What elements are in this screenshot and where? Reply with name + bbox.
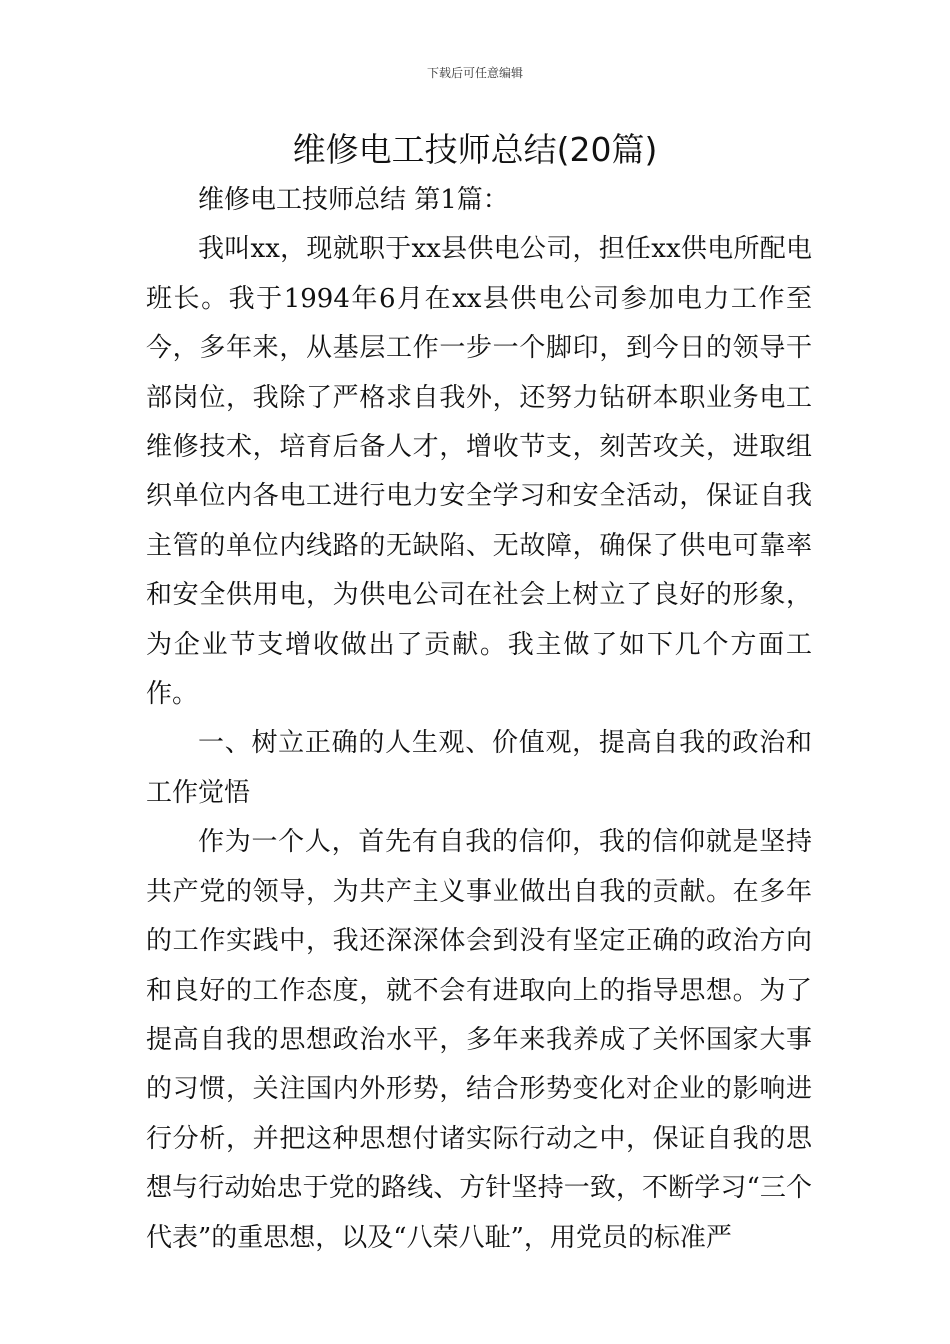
document-title: 维修电工技师总结(20篇) — [292, 130, 658, 169]
document-body — [146, 176, 812, 1263]
section-subtitle: 维修电工技师总结 第1篇： — [198, 185, 509, 215]
section-heading-1: 一、树立正确的人生观、价值观，提高自我的政治和工作觉悟 — [146, 728, 812, 808]
paragraph-section-1: 作为一个人，首先有自我的信仰，我的信仰就是坚持共产党的领导，为共产主义事业做出自我的贡献。在多年的工作实践中，我还深深体会到没有坚定正确的政治方向和良好的工作态度，就不会有进取向上的指导思想。为了提高自我的思想政治水平，多年来我养成了关怀国家大事的习惯，关注国内外形势，结合形势变化对企业的影响进行分析，并把这种思想付诸实际行动之中，保证自我的思想与行动始忠于党的路线、方针坚持一致，不断学习“三个代表”的重思想，以及“八荣八耻”，用党员的标准严 — [146, 827, 812, 1253]
page-header-note: 下载后可任意编辑 — [426, 66, 523, 80]
paragraph-intro: 我叫xx，现就职于xx县供电公司，担任xx供电所配电班长。我于1994年6月在xx县供电公司参加电力工作至今，多年来，从基层工作一步一个脚印，到今日的领导干部岗位，我除了严格求自我外，还努力钻研本职业务电工维修技术，培育后备人才，增收节支，刻苦攻关，进取组织单位内各电工进行电力安全学习和安全活动，保证自我主管的单位内线路的无缺陷、无故障，确保了供电可靠率和安全供用电，为供电公司在社会上树立了良好的形象，为企业节支增收做出了贡献。我主做了如下几个方面工作。 — [146, 234, 812, 710]
